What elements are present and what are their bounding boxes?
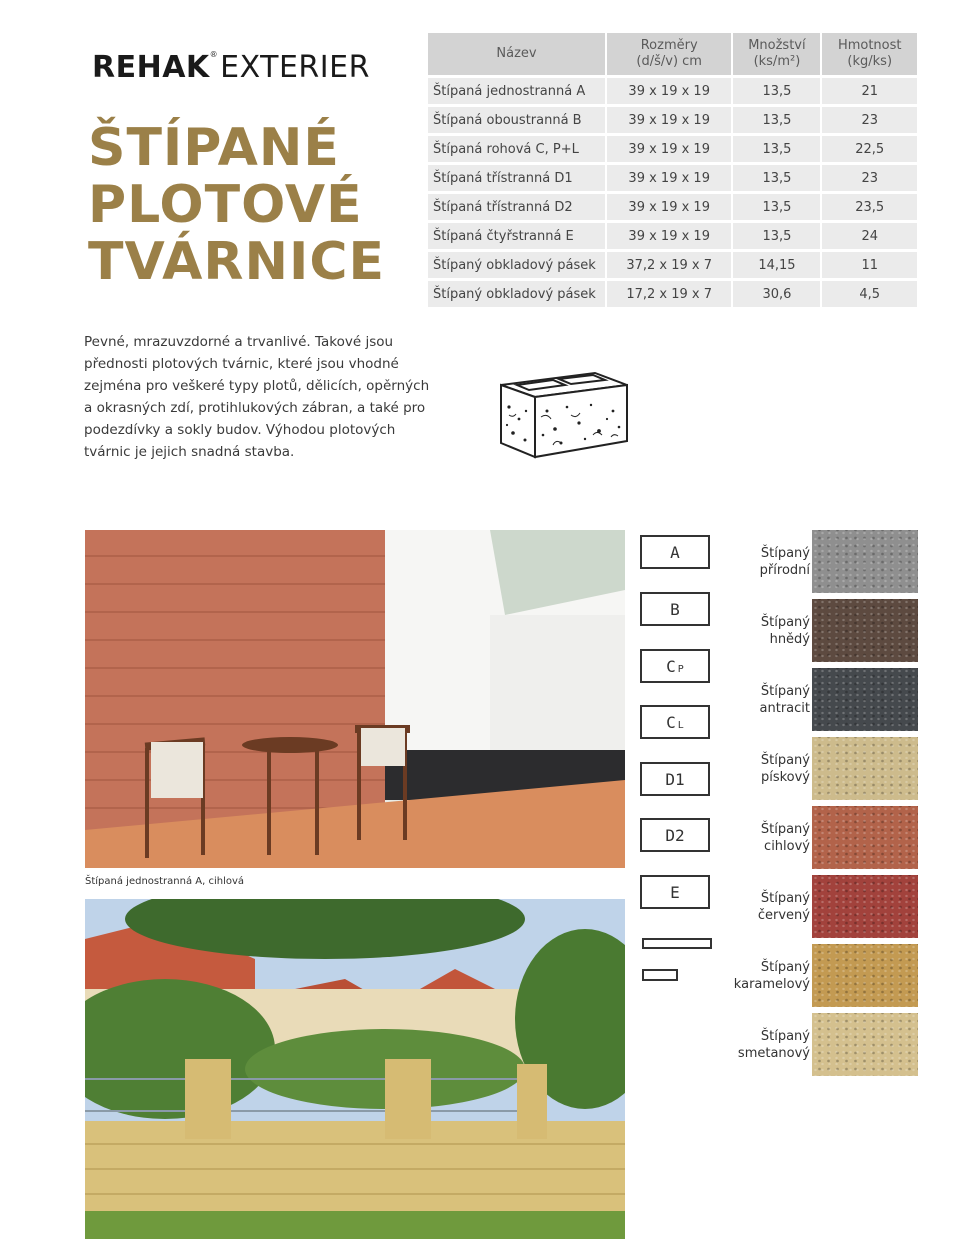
color-label: Štípaný smetanový xyxy=(737,1028,810,1061)
color-swatch xyxy=(812,668,918,731)
color-label: Štípaný hnědý xyxy=(760,614,810,647)
color-option xyxy=(728,875,918,938)
spec-table-header xyxy=(428,33,917,75)
color-swatch xyxy=(812,599,918,662)
color-option xyxy=(728,599,918,662)
block-illustration xyxy=(495,345,635,463)
strip-short-symbol xyxy=(642,969,678,981)
table-row: Štípaná jednostranná A 39 x 19 x 19 13,5 21 xyxy=(428,75,917,104)
title-line-3: TVÁRNICE xyxy=(88,232,386,292)
table-row: Štípaná třístranná D1 39 x 19 x 19 13,5 23 xyxy=(428,162,917,191)
table-row: Štípaná třístranná D2 39 x 19 x 19 13,5 23,5 xyxy=(428,191,917,220)
color-label: Štípaný karamelový xyxy=(733,959,810,992)
photo-fence-garden xyxy=(85,899,625,1239)
type-symbol-a: A xyxy=(640,535,710,569)
table-row: Štípaná oboustranná B 39 x 19 x 19 13,5 23 xyxy=(428,104,917,133)
photo-caption: Štípaná jednostranná A, cihlová xyxy=(85,876,245,887)
table-row: Štípaný obkladový pásek 37,2 x 19 x 7 14,15 11 xyxy=(428,249,917,278)
color-label: Štípaný přírodní xyxy=(759,545,810,578)
color-option xyxy=(728,1013,918,1076)
type-symbol-d2: D2 xyxy=(640,818,710,852)
header-dimensions: Rozměry (d/š/v) cm xyxy=(607,33,733,75)
type-symbol-b: B xyxy=(640,592,710,626)
header-weight: Hmotnost (kg/ks) xyxy=(822,33,917,75)
spec-table xyxy=(428,33,917,307)
brand-logo xyxy=(92,50,370,85)
color-swatch xyxy=(812,806,918,869)
title-line-2: PLOTOVÉ xyxy=(88,175,363,235)
photo-wall-terrace xyxy=(85,530,625,868)
type-symbol-e: E xyxy=(640,875,710,909)
type-symbol-cl: C L xyxy=(640,705,710,739)
color-label: Štípaný červený xyxy=(757,890,810,923)
color-option xyxy=(728,530,918,593)
header-quantity: Množství (ks/m²) xyxy=(733,33,822,75)
color-swatch xyxy=(812,875,918,938)
color-option xyxy=(728,944,918,1007)
color-label: Štípaný cihlový xyxy=(760,821,810,854)
header-name: Název xyxy=(428,33,607,75)
type-symbol-cp: C P xyxy=(640,649,710,683)
color-label: Štípaný pískový xyxy=(760,752,810,785)
intro-paragraph: Pevné, mrazuvzdorné a trvanlivé. Takové jsou přednosti plotových tvárnic, které jsou vhodné zejména pro veškeré typy plotů, dělicích, opěrných a okrasných zdí, protihlukových zábran, a také pro podezdívky a sokly budov. Výhodou plotových tvárnic je jejich snadná stavba. xyxy=(84,334,430,460)
logo-text: EXTERIER xyxy=(220,50,370,85)
color-swatch xyxy=(812,530,918,593)
strip-long-symbol xyxy=(642,938,712,949)
logo-registered-mark: ® xyxy=(209,50,219,59)
color-swatch xyxy=(812,1013,918,1076)
table-row: Štípaná čtyřstranná E 39 x 19 x 19 13,5 24 xyxy=(428,220,917,249)
table-row: Štípaný obkladový pásek 17,2 x 19 x 7 30,6 4,5 xyxy=(428,278,917,307)
color-option xyxy=(728,668,918,731)
page-title xyxy=(88,120,385,291)
color-option xyxy=(728,806,918,869)
color-swatch xyxy=(812,944,918,1007)
type-symbol-d1: D1 xyxy=(640,762,710,796)
color-option xyxy=(728,737,918,800)
color-label: Štípaný antracit xyxy=(759,683,810,716)
logo-brand: REHAK xyxy=(92,50,210,85)
color-swatch xyxy=(812,737,918,800)
table-row: Štípaná rohová C, P+L 39 x 19 x 19 13,5 22,5 xyxy=(428,133,917,162)
title-line-1: ŠTÍPANÉ xyxy=(88,118,340,178)
